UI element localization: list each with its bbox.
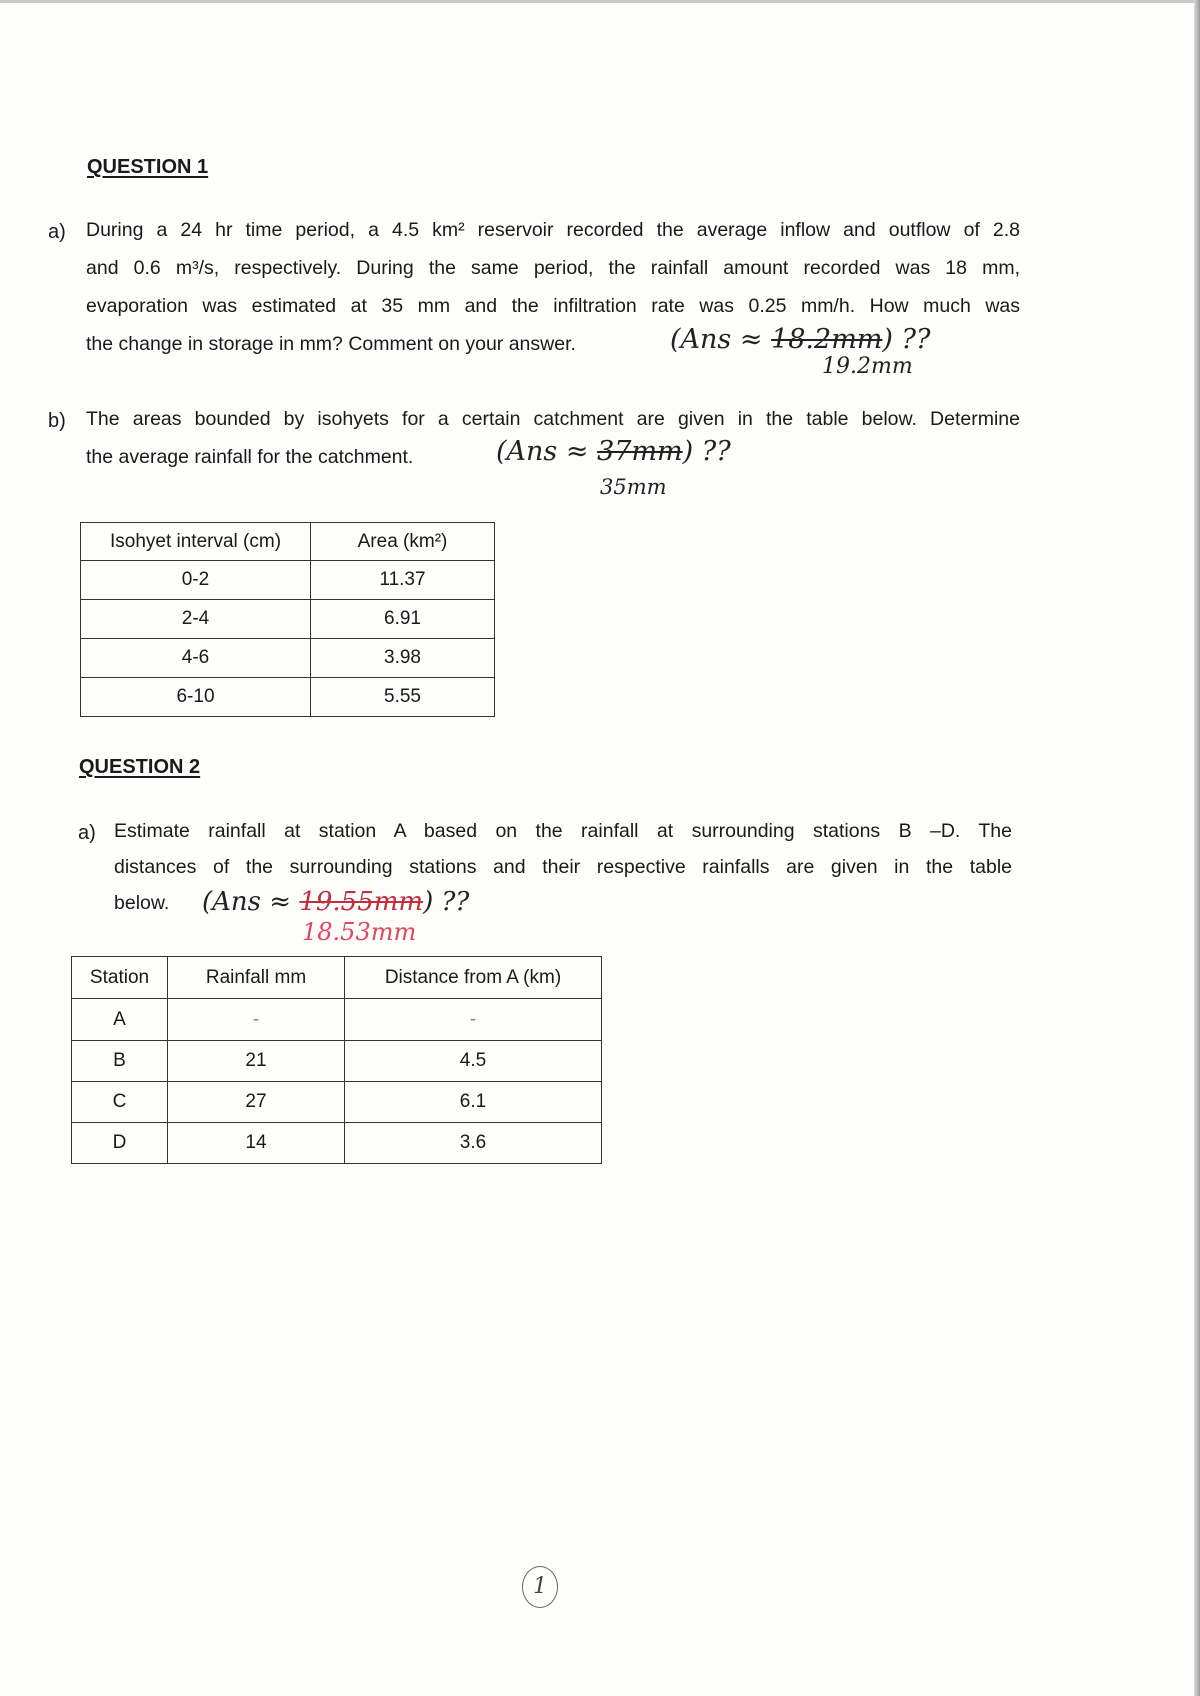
isohyet-interval-cell: 4-6	[81, 639, 311, 678]
header-station: Station	[72, 957, 168, 999]
question-1a-label: a)	[48, 221, 66, 243]
area-cell: 5.55	[311, 678, 495, 717]
distance-cell: 6.1	[345, 1082, 602, 1123]
table-row	[72, 999, 602, 1041]
station-cell: B	[72, 1041, 168, 1082]
rainfall-cell: 21	[168, 1041, 345, 1082]
struck-answer: 18.2mm	[771, 324, 883, 355]
rainfall-cell: 27	[168, 1082, 345, 1123]
header-rainfall: Rainfall mm	[168, 957, 345, 999]
station-cell: D	[72, 1123, 168, 1164]
distance-cell: 3.6	[345, 1123, 602, 1164]
struck-answer: 19.55mm	[299, 887, 424, 917]
question-2-heading: QUESTION 2	[79, 756, 201, 778]
question-1a-handwritten-answer: (Ans ≈ 18.2mm) ??	[670, 324, 931, 355]
header-distance: Distance from A (km)	[345, 957, 602, 999]
question-2a-handwritten-correction: 18.53mm	[302, 918, 417, 946]
area-cell: 3.98	[311, 639, 495, 678]
question-1b-handwritten-answer: (Ans ≈ 37mm) ??	[496, 436, 731, 467]
station-cell: A	[72, 999, 168, 1041]
page-number: 1	[522, 1566, 558, 1608]
station-cell: C	[72, 1082, 168, 1123]
question-1b-handwritten-correction: 35mm	[600, 475, 667, 499]
question-1a-handwritten-correction: 19.2mm	[822, 354, 913, 379]
isohyet-interval-cell: 2-4	[81, 600, 311, 639]
question-2a-label: a)	[78, 822, 96, 844]
question-2a-line-2: distances of the surrounding stations and their respective rainfalls are given in the table	[114, 856, 1012, 878]
distance-cell: 4.5	[345, 1041, 602, 1082]
isohyet-table	[80, 522, 495, 717]
struck-answer: 37mm	[597, 436, 683, 467]
table-row	[72, 1123, 602, 1164]
isohyet-interval-cell: 0-2	[81, 561, 311, 600]
rainfall-cell: 14	[168, 1123, 345, 1164]
question-1a-line-1: During a 24 hr time period, a 4.5 km² reservoir recorded the average inflow and outflow of 2.8	[86, 219, 1020, 241]
question-2a-handwritten-answer: (Ans ≈ 19.55mm) ??	[202, 887, 470, 917]
question-1a-line-3: evaporation was estimated at 35 mm and the infiltration rate was 0.25 mm/h. How much was	[86, 295, 1020, 317]
area-cell: 6.91	[311, 600, 495, 639]
header-isohyet-interval: Isohyet interval (cm)	[81, 523, 311, 561]
table-header-row	[81, 523, 495, 561]
question-2a-line-1: Estimate rainfall at station A based on the rainfall at surrounding stations B –D. The	[114, 820, 1012, 842]
table-row	[81, 678, 495, 717]
question-1b-line-1: The areas bounded by isohyets for a certain catchment are given in the table below. Determine	[86, 408, 1020, 430]
distance-cell: -	[345, 999, 602, 1041]
isohyet-interval-cell: 6-10	[81, 678, 311, 717]
header-area: Area (km²)	[311, 523, 495, 561]
page-top-edge	[0, 0, 1200, 3]
table-row	[72, 1041, 602, 1082]
question-1a-line-2: and 0.6 m³/s, respectively. During the same period, the rainfall amount recorded was 18 mm,	[86, 257, 1020, 279]
question-1a-line-4: the change in storage in mm? Comment on your answer.	[86, 333, 576, 355]
question-1b-label: b)	[48, 410, 66, 432]
page-right-edge	[1194, 0, 1200, 1696]
table-header-row	[72, 957, 602, 999]
station-rainfall-table	[71, 956, 602, 1164]
question-1b-line-2: the average rainfall for the catchment.	[86, 446, 414, 468]
table-row	[81, 561, 495, 600]
table-row	[72, 1082, 602, 1123]
table-row	[81, 600, 495, 639]
area-cell: 11.37	[311, 561, 495, 600]
question-2a-line-3: below.	[114, 892, 170, 914]
table-row	[81, 639, 495, 678]
question-1-heading: QUESTION 1	[87, 156, 209, 178]
rainfall-cell: -	[168, 999, 345, 1041]
